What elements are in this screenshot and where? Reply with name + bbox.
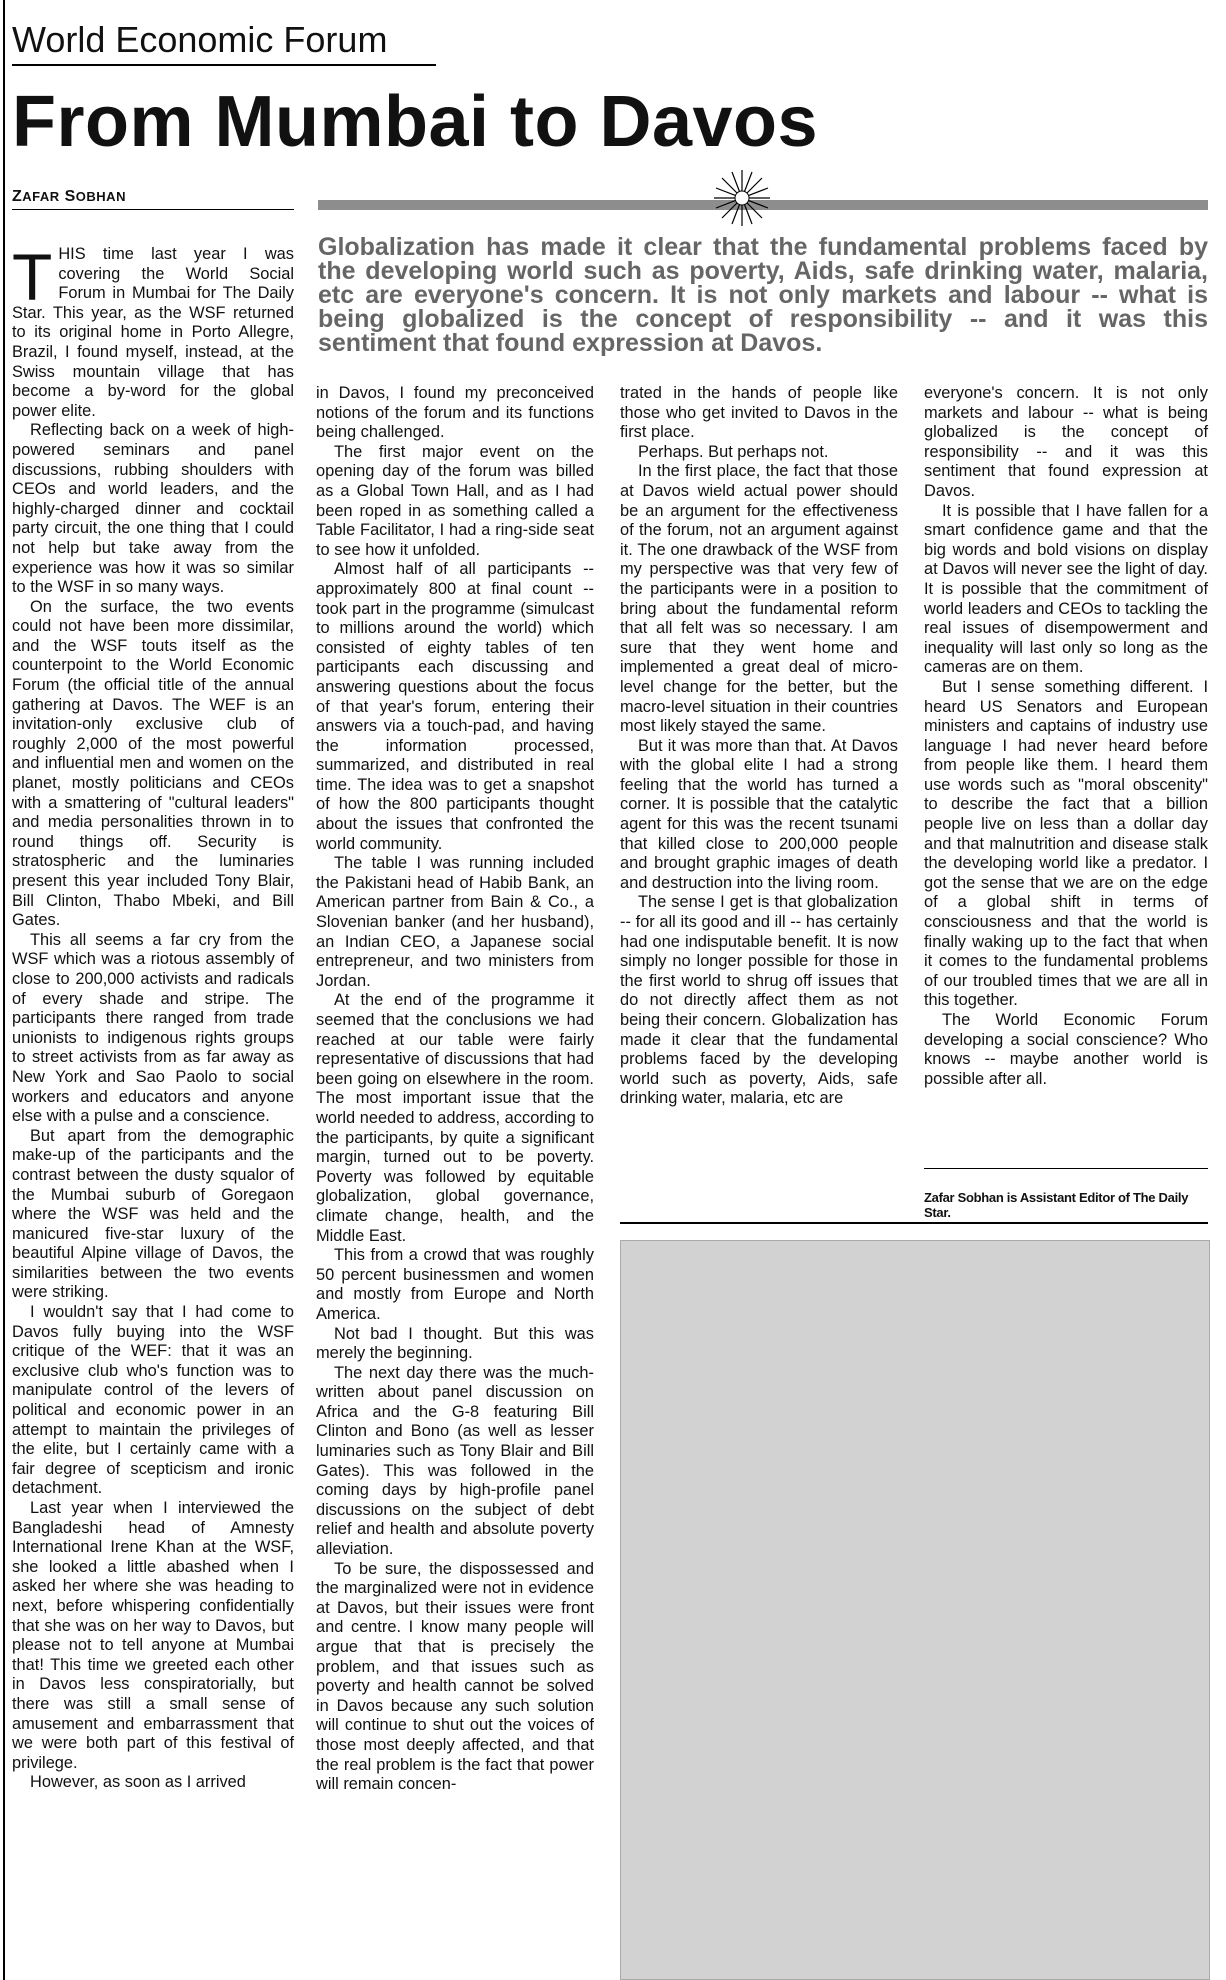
article-paragraph: The table I was running included the Pakistani head of Habib Bank, an American partner from Bain & Co., a Slovenian banker (and her husband), an Indian CEO, a Japanese social entrepreneur, and two ministers from Jordan. xyxy=(316,854,594,990)
author-note-rule xyxy=(924,1168,1208,1169)
article-paragraph: In the first place, the fact that those at Davos wield actual power should be an argument for the effectiveness of the forum, not an argument against it. The one drawback of the WSF from my perspective was that very few of the participants were in a position to bring about the fundamental reform that all felt was so necessary. I am sure that they went home and implemented a great deal of micro-level change for the better, but the macro-level situation in their countries most likely stayed the same. xyxy=(620,462,898,736)
article-paragraph: in Davos, I found my preconceived notions of the forum and its functions being challenged. xyxy=(316,384,594,442)
pull-quote: Globalization has made it clear that the fundamental problems faced by the developing world such as poverty, Aids, safe drinking water, malaria, etc are everyone's concern. It is not only markets and labour -- what is being globalized is the concept of responsibility -- and it was this sentiment that found expression at Davos. xyxy=(318,233,1208,357)
article-paragraph: But I sense something different. I heard US Senators and European ministers and captains of industry use language I had never heard before from people like them. I heard them use words such as "moral obscenity" to describe the fact that a billion people live on less than a dollar day and that malnutrition and disease stalk the developing world like a predator. I got the sense that we are on the edge of a global shift in terms of consciousness and that the world is finally waking up to the fact that when it comes to the fundamental problems of our troubled times that we are all in this together. xyxy=(924,677,1208,1010)
article-paragraph: But apart from the demographic make-up of the participants and the contrast between the dusty squalor of the Mumbai suburb of Goregaon where the WSF was held and the manicured five-star luxury of the beautiful Alpine village of Davos, the similarities between the two events were striking. xyxy=(12,1126,294,1302)
article-paragraph: But it was more than that. At Davos with the global elite I had a strong feeling that the world has turned a corner. It is possible that the catalytic agent for this was the recent tsunami that killed close to 200,000 people and brought graphic images of death and destruction into the living room. xyxy=(620,736,898,892)
column-3-bottom-rule xyxy=(620,1222,1208,1224)
starburst-icon xyxy=(712,168,772,228)
article-paragraph: Almost half of all participants -- approximately 800 at final count -- took part in the programme (simulcast to millions around the world) which consisted of eighty tables of ten participants each discussing and answering questions about the focus of that year's forum, entering their answers via a touch-pad, and having the information processed, summarized, and distributed in real time. The idea was to get a snapshot of how the 800 participants thought about the issues that confronted the world community. xyxy=(316,560,594,853)
image-placeholder xyxy=(620,1240,1210,1980)
article-column-3 xyxy=(620,384,898,1109)
article-paragraph: THIS time last year I was covering the World Social Forum in Mumbai for The Daily Star. This year, as the WSF returned to its original home in Porto Allegre, Brazil, I found myself, instead, at the Swiss mountain village that has become a by-word for the global power elite. xyxy=(12,240,294,420)
article-paragraph: On the surface, the two events could not have been more dissimilar, and the WSF touts itself as the counterpoint to the World Economic Forum (the official title of the annual gathering at Davos. The WEF is an invitation-only exclusive club of roughly 2,000 of the most powerful and influential men and women on the planet, mostly politicians and CEOs with a smattering of "cultural leaders" and media personalities thrown in to round things off. Security is stratospheric and the luminaries present this year included Tony Blair, Bill Clinton, Thabo Mbeki, and Bill Gates. xyxy=(12,597,294,930)
article-paragraph: This all seems a far cry from the WSF which was a riotous assembly of close to 200,000 activists and radicals of every shade and stripe. The participants there ranged from trade unionists to indigenous rights groups to street activists from as far away as New York and Sao Paolo to social workers and educators and anyone else with a pulse and a conscience. xyxy=(12,930,294,1126)
article-paragraph: The first major event on the opening day of the forum was billed as a Global Town Hall, and as I had been roped in as something called a Table Facilitator, I had a ring-side seat to see how it unfolded. xyxy=(316,442,594,559)
section-label: World Economic Forum xyxy=(12,19,388,60)
article-paragraph: However, as soon as I arrived xyxy=(30,1773,246,1792)
article-paragraph: To be sure, the dispossessed and the marginalized were not in evidence at Davos, but their issues were front and centre. I know many people will argue that that is precisely the problem, and that issues such as poverty and health cannot be solved in Davos because any such solution will continue to shut out the voices of those most deeply affected, and that the real problem is the fact that power will remain concen- xyxy=(316,1559,594,1794)
article-paragraph: It is possible that I have fallen for a smart confidence game and that the big words and bold visions on display at Davos will never see the light of day. It is possible that the commitment of world leaders and CEOs to tackling the real issues of disempowerment and inequality will last only so long as the cameras are on them. xyxy=(924,501,1208,677)
article-paragraph: At the end of the programme it seemed that the conclusions we had reached at our table were fairly representative of discussions that had been going on elsewhere in the room. The most important issue that the world needed to address, according to the participants, by quite a significant margin, turned out to be poverty. Poverty was followed by equitable globalization, global governance, climate change, health, and the Middle East. xyxy=(316,991,594,1245)
article-paragraph: Last year when I interviewed the Bangladeshi head of Amnesty International Irene Khan at the WSF, she looked a little abashed when I asked her where she was heading to next, before whispering confidentially that she was on her way to Davos, but please not to tell anyone at Mumbai that! This time we greeted each other in Davos less conspiratorially, but there was still a small sense of amusement and embarrassment that we were both part of this festival of privilege. xyxy=(12,1499,294,1772)
article-paragraph: This from a crowd that was roughly 50 percent businessmen and women and mostly from Europe and North America. xyxy=(316,1246,594,1323)
article-paragraph: Perhaps. But perhaps not. xyxy=(638,442,829,461)
article-column-4 xyxy=(924,384,1208,1089)
article-paragraph: Reflecting back on a week of high-powered seminars and panel discussions, rubbing shoulders with CEOs and world leaders, and the highly-charged dinner and cocktail party circuit, the one thing that I could not help but take away from the experience was how it was so similar to the WSF in so many ways. xyxy=(12,421,294,597)
article-paragraph: Not bad I thought. But this was merely the beginning. xyxy=(316,1324,594,1363)
byline: ZAFAR SOBHAN xyxy=(12,188,126,205)
article-paragraph: The sense I get is that globalization -- for all its good and ill -- has certainly had one indisputable benefit. It is now simply no longer possible for those in the first world to shrug off issues that do not directly affect them as not being their concern. Globalization has made it clear that the fundamental problems faced by the developing world such as poverty, Aids, safe drinking water, malaria, etc are xyxy=(620,893,898,1108)
article-column-1 xyxy=(12,240,294,1793)
article-paragraph: The next day there was the much-written about panel discussion on Africa and the G-8 featuring Bill Clinton and Bono (as well as lesser luminaries such as Tony Blair and Bill Gates). This was followed in the coming days by high-profile panel discussions on the subject of debt relief and health and absolute poverty alleviation. xyxy=(316,1363,594,1559)
article-paragraph: The World Economic Forum developing a social conscience? Who knows -- maybe another world is possible after all. xyxy=(924,1011,1208,1088)
headline: From Mumbai to Davos xyxy=(12,82,819,162)
author-note: Zafar Sobhan is Assistant Editor of The Daily Star. xyxy=(924,1190,1189,1220)
section-rule xyxy=(12,64,436,66)
drop-cap: T xyxy=(12,240,53,314)
article-paragraph: trated in the hands of people like those who get invited to Davos in the first place. xyxy=(620,384,898,442)
article-paragraph: everyone's concern. It is not only markets and labour -- what is being globalized is the concept of responsibility -- and it was this sentiment that found expression at Davos. xyxy=(924,384,1208,500)
byline-rule xyxy=(12,209,294,210)
article-column-2 xyxy=(316,384,594,1795)
page-left-rule xyxy=(3,0,5,1980)
article-paragraph: I wouldn't say that I had come to Davos fully buying into the WSF critique of the WEF: that it was an exclusive club who's function was to manipulate control of the levers of political and economic power in an attempt to maintain the privileges of the elite, but I certainly came with a fair degree of scepticism and ironic detachment. xyxy=(12,1303,294,1498)
